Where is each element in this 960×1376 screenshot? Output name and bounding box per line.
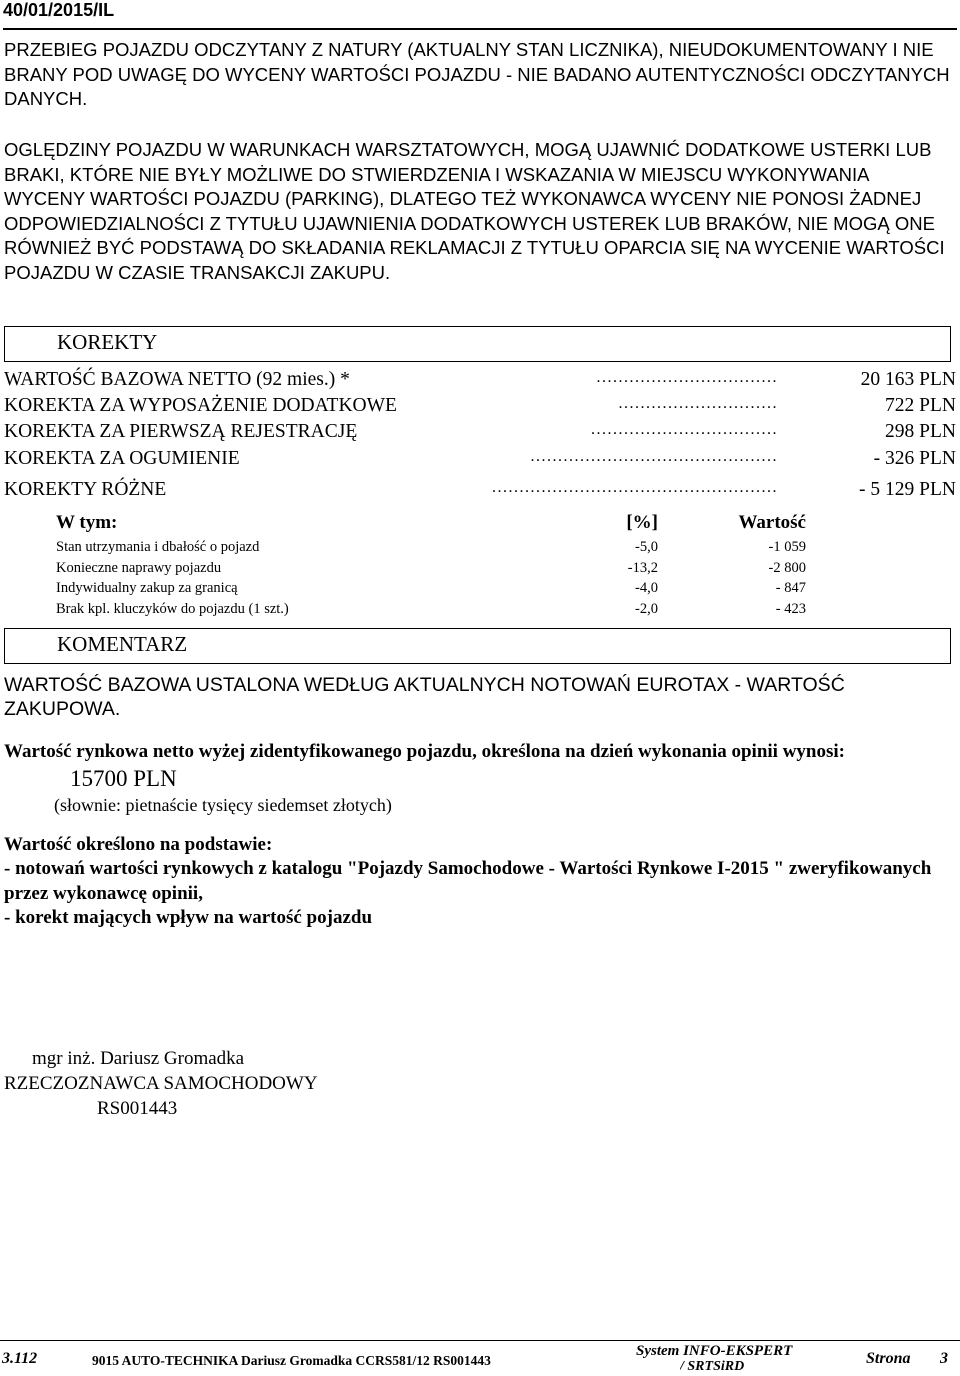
breakdown-label: Konieczne naprawy pojazdu <box>56 560 222 576</box>
basis-item: - korekt mających wpływ na wartość pojazdu <box>4 907 373 928</box>
korekta-line <box>4 479 956 503</box>
komentarz-section-header <box>4 628 951 664</box>
breakdown-pct: -2,0 <box>635 601 658 617</box>
dot-leader: .................................. <box>591 421 778 438</box>
korekta-label: KOREKTA ZA PIERWSZĄ REJESTRACJĘ <box>4 421 358 442</box>
footer-page-label: Strona <box>866 1350 911 1367</box>
korekta-amount: - 326 PLN <box>873 448 956 469</box>
breakdown-row <box>56 601 816 621</box>
signature-code: RS001443 <box>97 1098 178 1119</box>
korekta-line <box>4 395 956 419</box>
korekta-line <box>4 421 956 445</box>
footer-rule <box>0 1340 960 1341</box>
korekta-label: KOREKTA ZA OGUMIENIE <box>4 448 240 469</box>
dot-leader: ................................. <box>596 369 778 386</box>
footer-company: 9015 AUTO-TECHNIKA Dariusz Gromadka CCRS581/12 RS001443 <box>92 1353 491 1368</box>
valuation-statement: Wartość rynkowa netto wyżej zidentyfikowanego pojazdu, określona na dzień wykonania opinii wynosi: <box>4 741 845 762</box>
breakdown-header <box>56 512 816 536</box>
inspection-disclaimer: OGLĘDZINY POJAZDU W WARUNKACH WARSZTATOWYCH, MOGĄ UJAWNIĆ DODATKOWE USTERKI LUB BRAKI, KTÓRE NIE BYŁY MOŻLIWE DO STWIERDZENIA I WSKAZANIA W MIEJSCU WYKONYWANIA WYCENY WARTOŚCI POJAZDU (PARKING), DLATEGO TEŻ WYKONAWCA WYCENY NIE PONOSI ŻADNEJ ODPOWIEDZIALNOŚCI Z TYTUŁU UJAWNIENIA DODATKOWYCH USTEREK LUB BRAKÓW, NIE MOGĄ ONE RÓWNIEŻ BYĆ PODSTAWĄ DO SKŁADANIA REKLAMACJI Z TYTUŁU OPARCIA SIĘ NA WYCENIE WARTOŚCI POJAZDU W CZASIE TRANSAKCJI ZAKUPU. <box>4 139 945 283</box>
komentarz-heading: KOMENTARZ <box>57 632 188 656</box>
dot-leader: .................................................... <box>492 479 778 496</box>
dot-leader: ............................. <box>618 395 778 412</box>
breakdown-value: - 847 <box>775 580 806 596</box>
valuation-in-words: (słownie: pietnaście tysięcy siedemset złotych) <box>54 795 392 815</box>
footer-page-number: 3 <box>940 1350 948 1367</box>
breakdown-value: -2 800 <box>768 560 806 576</box>
breakdown-head-label: W tym: <box>56 512 118 533</box>
breakdown-pct: -4,0 <box>635 580 658 596</box>
breakdown-pct: -5,0 <box>635 539 658 555</box>
breakdown-head-value: Wartość <box>738 512 806 533</box>
basis-item: - notowań wartości rynkowych z katalogu "Pojazdy Samochodowe - Wartości Rynkowe I-2015 " zweryfikowanych przez wykonawcę opinii, <box>4 858 932 904</box>
korekta-line <box>4 448 956 472</box>
dot-leader: ............................................. <box>530 448 778 465</box>
breakdown-row <box>56 539 816 559</box>
komentarz-text: WARTOŚĆ BAZOWA USTALONA WEDŁUG AKTUALNYCH NOTOWAŃ EUROTAX - WARTOŚĆ ZAKUPOWA. <box>4 674 845 720</box>
breakdown-row <box>56 580 816 600</box>
document-id: 40/01/2015/IL <box>3 0 115 20</box>
korekta-label: KOREKTA ZA WYPOSAŻENIE DODATKOWE <box>4 395 397 416</box>
header-rule <box>3 28 957 30</box>
breakdown-value: -1 059 <box>768 539 806 555</box>
footer-system-line1: System INFO-EKSPERT <box>636 1343 793 1359</box>
breakdown-label: Stan utrzymania i dbałość o pojazd <box>56 539 260 555</box>
korekta-amount: - 5 129 PLN <box>859 479 956 500</box>
valuation-amount: 15700 PLN <box>70 766 177 791</box>
signature-title: RZECZOZNAWCA SAMOCHODOWY <box>4 1073 318 1094</box>
breakdown-row <box>56 560 816 580</box>
korekta-amount: 298 PLN <box>885 421 956 442</box>
breakdown-value: - 423 <box>775 601 806 617</box>
korekta-line <box>4 369 956 393</box>
korekta-label: WARTOŚĆ BAZOWA NETTO (92 mies.) * <box>4 369 350 390</box>
korekty-section-header <box>4 326 951 362</box>
breakdown-label: Indywidualny zakup za granicą <box>56 580 238 596</box>
signature-name: mgr inż. Dariusz Gromadka <box>32 1048 245 1069</box>
footer-system-line2: / SRTSiRD <box>680 1359 745 1374</box>
breakdown-head-pct: [%] <box>626 512 658 533</box>
breakdown-pct: -13,2 <box>627 560 658 576</box>
footer-version: 3.112 <box>2 1350 38 1367</box>
korekta-amount: 20 163 PLN <box>860 369 956 390</box>
korekta-amount: 722 PLN <box>885 395 956 416</box>
basis-title: Wartość określono na podstawie: <box>4 834 273 855</box>
breakdown-label: Brak kpl. kluczyków do pojazdu (1 szt.) <box>56 601 289 617</box>
odometer-disclaimer: PRZEBIEG POJAZDU ODCZYTANY Z NATURY (AKTUALNY STAN LICZNIKA), NIEUDOKUMENTOWANY I NIE BRANY POD UWAGĘ DO WYCENY WARTOŚCI POJAZDU - NIE BADANO AUTENTYCZNOŚCI ODCZYTANYCH DANYCH. <box>4 39 950 109</box>
korekty-heading: KOREKTY <box>57 330 158 354</box>
korekta-label: KOREKTY RÓŻNE <box>4 479 167 500</box>
